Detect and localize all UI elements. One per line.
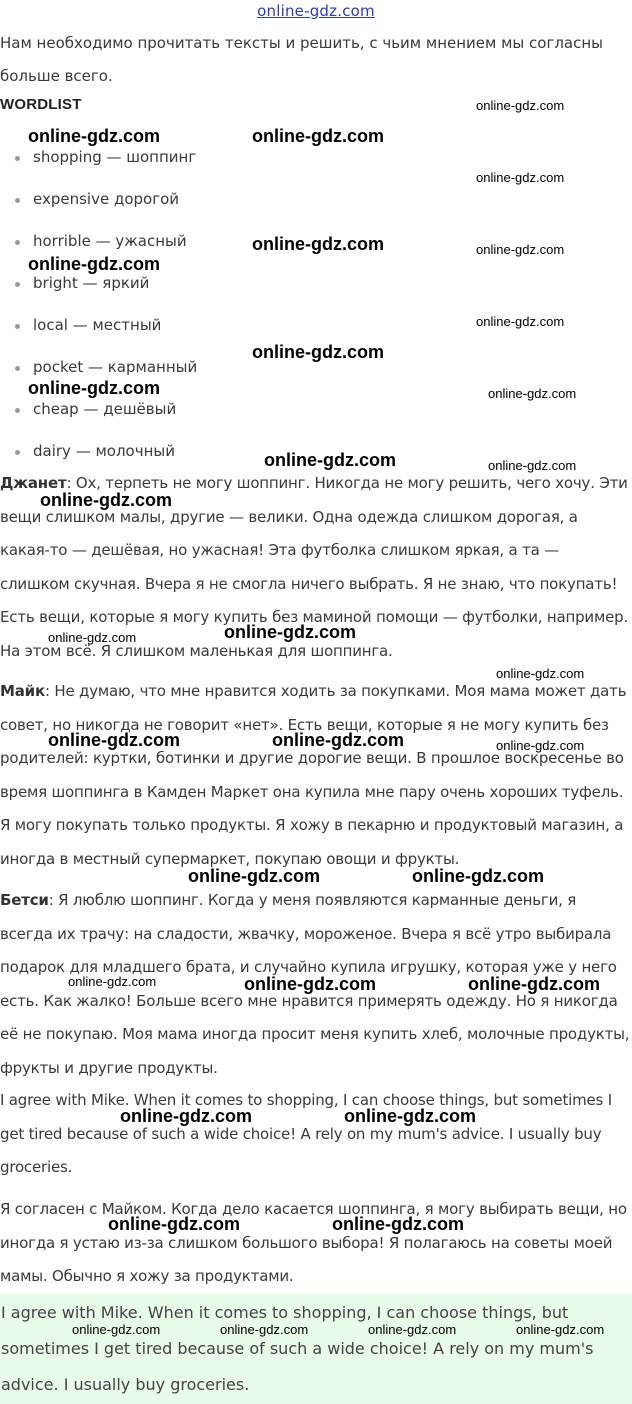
- watermark-logo: online-gdz.com: [108, 1214, 240, 1234]
- answer-russian: Я согласен с Майком. Когда дело касается шоппинга, я могу выбирать вещи, но иногда я устаю из-за слишком большого выбора! Я полагаюсь на советы моей мамы. Обычно я хожу за продуктами.: [0, 1200, 627, 1286]
- watermark-logo: online-gdz.com: [72, 1322, 161, 1337]
- wordlist-item-text: expensive дорогой: [33, 190, 180, 208]
- text-body: : Не думаю, что мне нравится ходить за покупками. Моя мама может дать совет, но никогда не говорит «нет». Есть вещи, которые я не могу купить без родителей: куртки, ботинки и другие дорогие вещи. В прошлое воскресенье во время шоппинга в Камден Маркет она купила мне пару очень хороших туфель. Я могу покупать только продукты. Я хожу в пекарню и продуктовый магазин, а иногда в местный супермаркет, покупаю овощи и фрукты.: [0, 682, 627, 868]
- wordlist-title: WORDLIST: [0, 96, 82, 113]
- watermark-logo: online-gdz.com: [412, 866, 544, 886]
- text-mike: [0, 675, 630, 877]
- watermark-logo: online-gdz.com: [264, 450, 396, 470]
- watermark-logo: online-gdz.com: [48, 630, 137, 645]
- watermark-logo: online-gdz.com: [476, 314, 565, 329]
- watermark-logo: online-gdz.com: [476, 170, 565, 185]
- answer-highlight-text: I agree with Mike. When it comes to shopping, I can choose things, but sometimes I get tired because of such a wide choice! A rely on my mum's advice. I usually buy groceries.: [1, 1303, 594, 1394]
- wordlist-item-text: shopping — шоппинг: [33, 148, 197, 166]
- watermark-logo: online-gdz.com: [488, 386, 577, 401]
- wordlist-item: [0, 267, 197, 309]
- bullet-icon: [15, 156, 20, 161]
- watermark-logo: online-gdz.com: [252, 234, 384, 254]
- site-watermark-link[interactable]: online-gdz.com: [257, 2, 375, 20]
- bullet-icon: [15, 450, 20, 455]
- watermark-logo: online-gdz.com: [68, 974, 157, 989]
- watermark-logo: online-gdz.com: [48, 730, 180, 750]
- wordlist-item-text: local — местный: [33, 316, 162, 334]
- answer-highlight-box: [0, 1294, 632, 1404]
- watermark-logo: online-gdz.com: [244, 974, 376, 994]
- watermark-logo: online-gdz.com: [488, 458, 577, 473]
- watermark-logo: online-gdz.com: [220, 1322, 309, 1337]
- text-janet: [0, 467, 630, 669]
- watermark-logo: online-gdz.com: [516, 1322, 605, 1337]
- watermark-logo: online-gdz.com: [120, 1106, 252, 1126]
- text-body: : Ох, терпеть не могу шоппинг. Никогда не могу решить, чего хочу. Эти вещи слишком малы, другие — велики. Одна одежда слишком дорогая, а какая-то — дешёвая, но ужасная! Эта футболка слишком яркая, а та — слишком скучная. Вчера я не смогла ничего выбрать. Я не знаю, что покупать! Есть вещи, которые я могу купить без маминой помощи — футболки, например. На этом всё. Я слишком маленькая для шоппинга.: [0, 474, 629, 660]
- bullet-icon: [15, 240, 20, 245]
- watermark-logo: online-gdz.com: [40, 490, 172, 510]
- wordlist-item-text: bright — яркий: [33, 274, 150, 292]
- speaker-name: Майк: [0, 682, 45, 700]
- watermark-logo: online-gdz.com: [332, 1214, 464, 1234]
- wordlist-item: [0, 351, 197, 393]
- watermark-logo: online-gdz.com: [496, 738, 585, 753]
- speaker-name: Бетси: [0, 891, 49, 909]
- wordlist-item-text: pocket — карманный: [33, 358, 198, 376]
- text-betsy: [0, 884, 630, 1086]
- answer-english: I agree with Mike. When it comes to shopping, I can choose things, but sometimes I get tired because of such a wide choice! A rely on my mum's advice. I usually buy groceries.: [0, 1091, 612, 1177]
- watermark-logo: online-gdz.com: [28, 126, 160, 146]
- watermark-logo: online-gdz.com: [368, 1322, 457, 1337]
- watermark-logo: online-gdz.com: [476, 242, 565, 257]
- watermark-logo: online-gdz.com: [496, 666, 585, 681]
- wordlist-item-text: cheap — дешёвый: [33, 400, 177, 418]
- watermark-logo: online-gdz.com: [344, 1106, 476, 1126]
- watermark-logo: online-gdz.com: [252, 342, 384, 362]
- speaker-name: Джанет: [0, 474, 67, 492]
- wordlist-item: [0, 309, 197, 351]
- bullet-icon: [15, 282, 20, 287]
- bullet-icon: [15, 408, 20, 413]
- wordlist-item: [0, 183, 197, 225]
- watermark-logo: online-gdz.com: [468, 974, 600, 994]
- wordlist: [0, 141, 197, 477]
- wordlist-item: [0, 393, 197, 435]
- watermark-logo: online-gdz.com: [272, 730, 404, 750]
- intro-text: Нам необходимо прочитать тексты и решить, с чьим мнением мы согласны больше всего.: [0, 34, 604, 85]
- watermark-logo: online-gdz.com: [28, 254, 160, 274]
- watermark-logo: online-gdz.com: [28, 378, 160, 398]
- bullet-icon: [15, 324, 20, 329]
- wordlist-item-text: horrible — ужасный: [33, 232, 187, 250]
- watermark-logo: online-gdz.com: [252, 126, 384, 146]
- watermark-logo: online-gdz.com: [476, 98, 565, 113]
- wordlist-item: [0, 225, 197, 267]
- bullet-icon: [15, 198, 20, 203]
- wordlist-item: [0, 141, 197, 183]
- watermark-logo: online-gdz.com: [188, 866, 320, 886]
- wordlist-item-text: dairy — молочный: [33, 442, 175, 460]
- bullet-icon: [15, 366, 20, 371]
- watermark-logo: online-gdz.com: [224, 622, 356, 642]
- text-body: : Я люблю шоппинг. Когда у меня появляются карманные деньги, я всегда их трачу: на сладости, жвачку, мороженое. Вчера я всё утро выбирала подарок для младшего брата, и случайно купила игрушку, которая уже у него есть. Как жалко! Больше всего мне нравится примерять одежду. Но я никогда её не покупаю. Моя мама иногда просит меня купить хлеб, молочные продукты, фрукты и другие продукты.: [0, 891, 630, 1077]
